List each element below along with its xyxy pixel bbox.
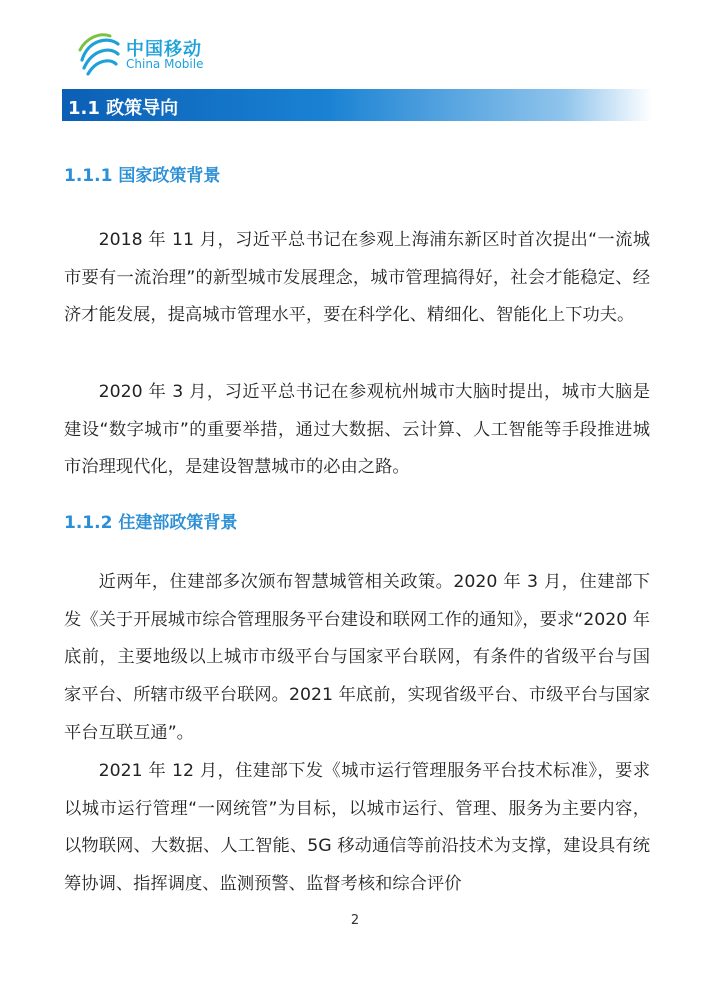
logo-chinese-text: 中国移动 xyxy=(126,39,202,60)
section-banner xyxy=(62,89,652,121)
subsection-heading-mohurd: 1.1.2 住建部政策背景 xyxy=(64,513,238,533)
china-mobile-emblem-icon xyxy=(78,30,122,76)
subsection-heading-national: 1.1.1 国家政策背景 xyxy=(64,166,221,186)
paragraph: 2018 年 11 月，习近平总书记在参观上海浦东新区时首次提出“一流城市要有一流治理”的新型城市发展理念，城市管理搞得好，社会才能稳定、经济才能发展，提高城市管理水平，要在科学化、精细化、智能化上下功夫。 xyxy=(64,230,650,326)
paragraph: 近两年，住建部多次颁布智慧城管相关政策。2020 年 3 月，住建部下发《关于开展城市综合管理服务平台建设和联网工作的通知》，要求“2020 年底前，主要地级以上城市市级平台与国家平台联网，有条件的省级平台与国家平台、所辖市级平台联网。2021 年底前，实现省级平台、市级平台与国家平台互联互通”。 xyxy=(64,572,650,743)
section-title: 1.1 政策导向 xyxy=(68,98,179,119)
page-number: 2 xyxy=(350,913,360,928)
china-mobile-logo xyxy=(78,30,218,76)
paragraph: 2020 年 3 月，习近平总书记在参观杭州城市大脑时提出，城市大脑是建设“数字城市”的重要举措，通过大数据、云计算、人工智能等手段推进城市治理现代化，是建设智慧城市的必由之路。 xyxy=(64,382,650,478)
paragraph: 2021 年 12 月，住建部下发《城市运行管理服务平台技术标准》，要求以城市运行管理“一网统管”为目标，以城市运行、管理、服务为主要内容，以物联网、大数据、人工智能、5G 移动通信等前沿技术为支撑，建设具有统筹协调、指挥调度、监测预警、监督考核和综合评价 xyxy=(64,761,650,895)
logo-english-text: China Mobile xyxy=(126,57,204,71)
